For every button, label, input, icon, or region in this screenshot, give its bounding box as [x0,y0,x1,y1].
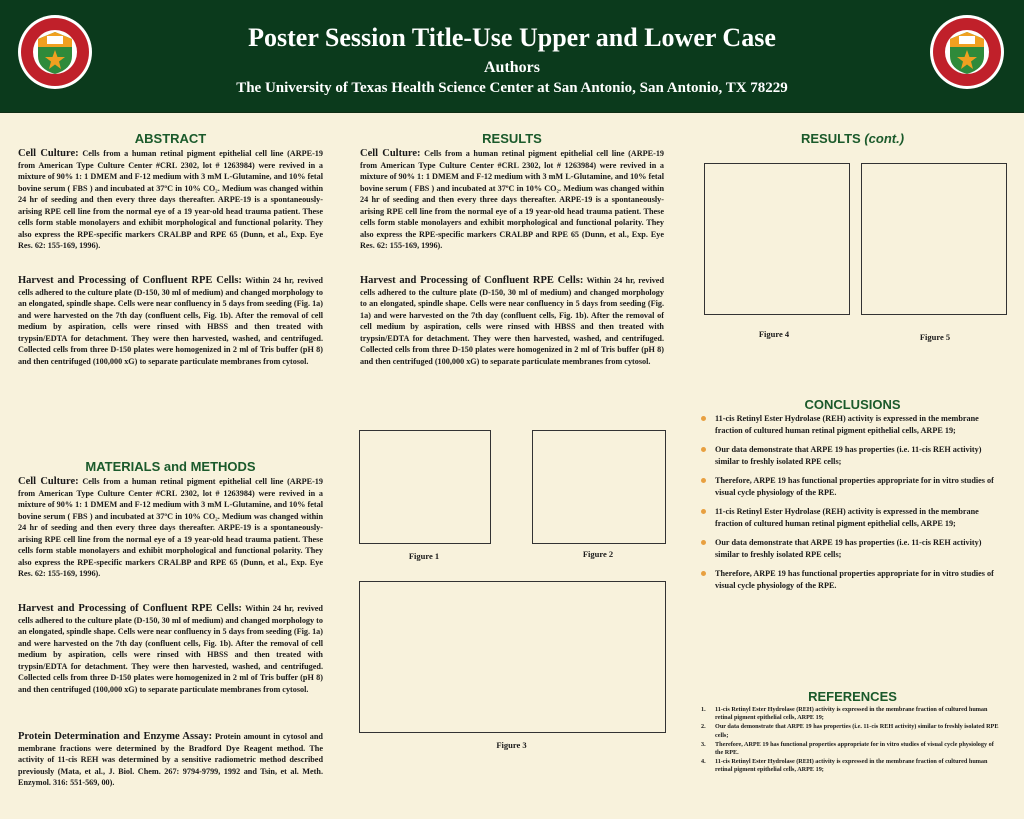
results-p2-text: Within 24 hr, revived cells adhered to the culture plate (D-150, 30 ml of medium) and changed morphology to an elongated, spindle shape. Cells were near confluency in 5 days from seeding (Fig. 1a) and were harvested on the 7th day (confluent cells, Fig. 1b). After the removal of cell medium by aspiration, cells were rinsed with HBSS and then treated with trypsin/EDTA for detachment. They were then harvested, washed, and centrifuged. Collected cells from three D-150 plates were homogenized in 2 ml of Tris buffer (pH 8) and then centrifuged (100,000 xG) to separate particulate membranes from cytosol. [360,276,664,366]
methods-p3-text: Protein amount in cytosol and membrane fractions were determined by the Bradford Dye Reagent method. The activity of 11-cis REH was determined by a sensitive radiometric method described previously (Mata, et al., J. Biol. Chem. 267: 9794-9799, 1992 and Tsin, et al. Meth. Enzymol. 316: 551-569, 00). [18,732,323,787]
abstract-paragraph-2 [18,275,323,367]
results-cont-suffix: (cont.) [864,131,905,146]
conclusions-heading: CONCLUSIONS [804,397,901,412]
reference-item-2: 2. Our data demonstrate that ARPE 19 has properties (i.e. 11-cis REH activity) similar to freshly isolated RPE cells; [701,723,999,739]
abstract-p1-lead: Cell Culture: [18,148,79,159]
methods-paragraph-2 [18,603,323,695]
abstract-p2-lead: Harvest and Processing of Confluent RPE Cells: [18,275,242,286]
methods-p1-text: Cells from a human retinal pigment epithelial cell line (ARPE-19 from American Type Culture Center #CRL 2302, lot # 1263984) were revived in a mixture of 90% 1: 1 DMEM and F-12 medium with 3 mM L-Glutamine, and 10% fetal bovine serum ( FBS ) and incubated at 37ºC in 10% CO₂. Medium was changed within 24 hr of seeding and then every three days thereafter. ARPE-19 is a spontaneously-arising RPE cell line from the normal eye of a 19 year-old head trauma patient. These cells form stable monolayers and exhibit morphological and functional polarity. They also express the RPE-specific markers CRALBP and RPE 65 (Dunn, et al., Exp. Eye Res. 62: 155-169, 1996). [18,477,323,578]
methods-paragraph-1 [18,476,323,580]
figure-2-placeholder [532,430,666,544]
results-p2-lead: Harvest and Processing of Confluent RPE Cells: [360,275,584,286]
references-list [701,706,1001,776]
poster-authors: Authors [483,59,540,76]
results-p1-text: Cells from a human retinal pigment epithelial cell line (ARPE-19 from American Type Culture Center #CRL 2302, lot # 1263984) were revived in a mixture of 90% 1: 1 DMEM and F-12 medium with 3 mM L-Glutamine, and 10% fetal bovine serum ( FBS ) and incubated at 37ºC in 10% CO₂. Medium was changed within 24 hr of seeding and then every three days thereafter. ARPE-19 is a spontaneously-arising RPE cell line from the normal eye of a 19 year-old head trauma patient. These cells form stable monolayers and exhibit morphological and functional polarity. They also express the RPE-specific markers CRALBP and RPE 65 (Dunn, et al., Exp. Eye Res. 62: 155-169, 1996). [360,149,665,250]
figure-5-placeholder [861,163,1007,315]
figure-1-caption: Figure 1 [408,551,440,561]
conclusion-item-1: 11-cis Retinyl Ester Hydrolase (REH) activity is expressed in the membrane fraction of cultured human retinal pigment epithelial cells, ARPE 19; [701,413,1001,436]
results-paragraph-2 [360,275,664,367]
reference-item-4: 4. 11-cis Retinyl Ester Hydrolase (REH) activity is expressed in the membrane fraction of cultured human retinal pigment epithelial cells, ARPE 19; [701,758,988,774]
conclusion-item-4: 11-cis Retinyl Ester Hydrolase (REH) activity is expressed in the membrane fraction of cultured human retinal pigment epithelial cells, ARPE 19; [701,506,1001,529]
methods-p3-lead: Protein Determination and Enzyme Assay: [18,731,213,742]
figure-3-caption: Figure 3 [496,740,527,750]
poster-title: Poster Session Title-Use Upper and Lower Case [248,23,776,52]
abstract-heading: ABSTRACT [134,131,207,146]
results-heading: RESULTS [482,131,542,146]
abstract-paragraph-1 [18,148,323,252]
reference-item-1: 1. 11-cis Retinyl Ester Hydrolase (REH) activity is expressed in the membrane fraction of cultured human retinal pigment epithelial cells, ARPE 19; [701,706,988,722]
bullet-icon [701,447,706,452]
methods-p1-lead: Cell Culture: [18,476,79,487]
conclusion-item-5: Our data demonstrate that ARPE 19 has properties (i.e. 11-cis REH activity) similar to freshly isolated RPE cells; [701,537,1001,560]
figure-5-caption: Figure 5 [919,332,951,342]
poster-header [0,0,1024,113]
methods-p2-text: Within 24 hr, revived cells adhered to the culture plate (D-150, 30 ml of medium) and changed morphology to an elongated, spindle shape. Cells were near confluency in 5 days from seeding (Fig. 1a) and were harvested on the 7th day (confluent cells, Fig. 1b). After the removal of cell medium by aspiration, cells were rinsed with HBSS and then treated with trypsin/EDTA for detachment. They were then harvested, washed, and centrifuged. Collected cells from three D-150 plates were homogenized in 2 ml of Tris buffer (pH 8) and then centrifuged (100,000 xG) to separate particulate membranes from cytosol. [18,604,323,694]
results-paragraph-1 [360,148,664,252]
bullet-icon [701,416,706,421]
abstract-p2-text: Within 24 hr, revived cells adhered to the culture plate (D-150, 30 ml of medium) and changed morphology to an elongated, spindle shape. Cells were near confluency in 5 days from seeding (Fig. 1a) and were harvested on the 7th day (confluent cells, Fig. 1b). After the removal of cell medium by aspiration, cells were rinsed with HBSS and then treated with trypsin/EDTA for detachment. They were then harvested, washed, and centrifuged. Collected cells from three D-150 plates were homogenized in 2 ml of Tris buffer (pH 8) and then centrifuged (100,000 xG) to separate particulate membranes from cytosol. [18,276,323,366]
figure-4-caption: Figure 4 [758,329,790,339]
figure-2-caption: Figure 2 [582,549,614,559]
bullet-icon [701,571,706,576]
abstract-p1-text: Cells from a human retinal pigment epithelial cell line (ARPE-19 from American Type Culture Center #CRL 2302, lot # 1263984) were revived in a mixture of 90% 1: 1 DMEM and F-12 medium with 3 mM L-Glutamine, and 10% fetal bovine serum ( FBS ) and incubated at 37ºC in 10% CO₂. Medium was changed within 24 hr of seeding and then every three days thereafter. ARPE-19 is a spontaneously-arising RPE cell line from the normal eye of a 19 year-old head trauma patient. These cells form stable monolayers and exhibit morphological and functional polarity. They also express the RPE-specific markers CRALBP and RPE 65 (Dunn, et al., Exp. Eye Res. 62: 155-169, 1996). [18,149,323,250]
results-p1-lead: Cell Culture: [360,148,421,159]
reference-item-3: 3. Therefore, ARPE 19 has functional properties appropriate for in vitro studies of visual cycle physiology of the RPE. [701,740,994,757]
results-cont-title: RESULTS [800,131,861,146]
bullet-icon [701,540,706,545]
conclusion-item-6: Therefore, ARPE 19 has functional properties appropriate for in vitro studies of visual cycle physiology of the RPE. [701,568,1001,591]
methods-p2-lead: Harvest and Processing of Confluent RPE Cells: [18,603,242,614]
bullet-icon [701,478,706,483]
results-cont-heading [700,131,1005,146]
methods-paragraph-3 [18,731,323,789]
references-heading: REFERENCES [808,689,897,704]
conclusion-item-2: Our data demonstrate that ARPE 19 has properties (i.e. 11-cis REH activity) similar to freshly isolated RPE cells; [701,444,1001,467]
poster-affiliation: The University of Texas Health Science Center at San Antonio, San Antonio, TX 78229 [236,80,788,96]
methods-heading: MATERIALS and METHODS [85,459,256,474]
figure-4-placeholder [704,163,850,315]
conclusion-item-3: Therefore, ARPE 19 has functional properties appropriate for in vitro studies of visual cycle physiology of the RPE. [701,475,1001,498]
figure-3-placeholder [359,581,666,733]
poster-body [0,113,1024,819]
figure-1-placeholder [359,430,491,544]
bullet-icon [701,509,706,514]
conclusions-list [701,413,1001,599]
